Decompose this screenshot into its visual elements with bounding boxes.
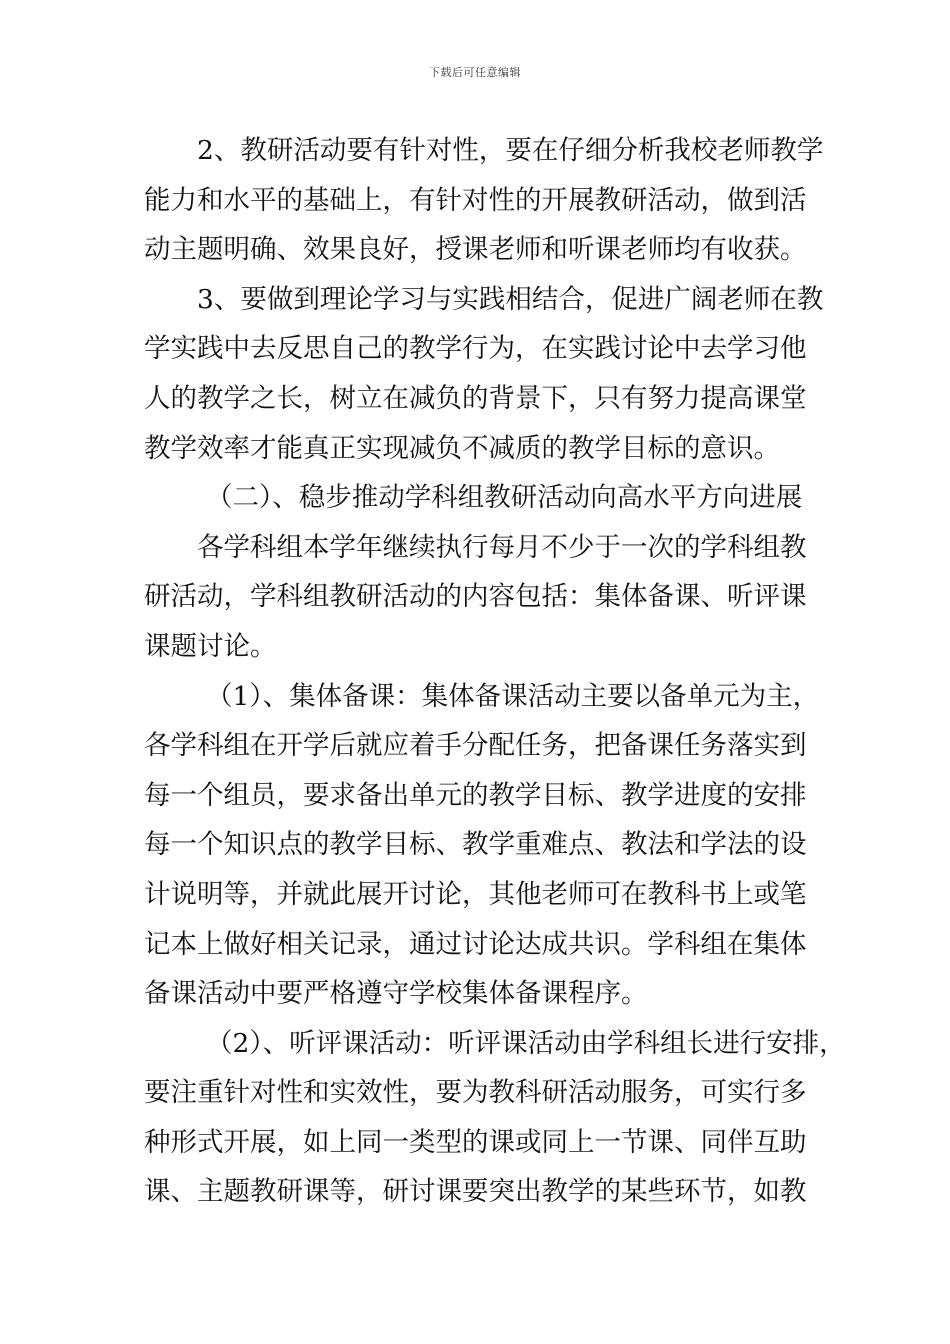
paragraph-line: 种形式开展，如上同一类型的课或同上一节课、同伴互助: [144, 1126, 807, 1158]
document-body: [144, 126, 846, 1217]
section-heading: （二）、稳步推动学科组教研活动向高水平方向进展: [206, 482, 803, 514]
paragraph-line: 计说明等，并就此展开讨论，其他老师可在教科书上或笔: [144, 878, 807, 910]
paragraph-line: 人的教学之长，树立在减负的背景下，只有努力提高课堂: [144, 382, 807, 414]
paragraph-line: 动主题明确、效果良好，授课老师和听课老师均有收获。: [144, 234, 807, 266]
paragraph-line: （2）、听评课活动：听评课活动由学科组长进行安排，: [206, 1027, 846, 1059]
paragraph-line: 课题讨论。: [144, 630, 277, 662]
paragraph-line: 课、主题教研课等，研讨课要突出教学的某些环节，如教: [144, 1176, 807, 1208]
paragraph-line: 2、教研活动要有针对性，要在仔细分析我校老师教学: [197, 135, 824, 166]
paragraph-line: 学实践中去反思自己的教学行为，在实践讨论中去学习他: [144, 333, 807, 365]
paragraph-line: （1）、集体备课：集体备课活动主要以备单元为主，: [206, 680, 820, 712]
paragraph-line: 备课活动中要严格遵守学校集体备课程序。: [144, 978, 648, 1010]
paragraph-line: 研活动，学科组教研活动的内容包括：集体备课、听评课: [144, 581, 807, 613]
paragraph-line: 各学科组本学年继续执行每月不少于一次的学科组教: [197, 531, 807, 563]
page-header: 下载后可任意编辑: [429, 66, 521, 79]
paragraph-line: 每一个组员，要求备出单元的教学目标、教学进度的安排: [144, 779, 807, 811]
paragraph-line: 要注重针对性和实效性，要为教科研活动服务，可实行多: [144, 1077, 807, 1109]
paragraph-line: 能力和水平的基础上，有针对性的开展教研活动，做到活: [144, 184, 807, 216]
paragraph-line: 各学科组在开学后就应着手分配任务，把备课任务落实到: [144, 730, 807, 762]
paragraph-line: 教学效率才能真正实现减负不减质的教学目标的意识。: [144, 432, 780, 464]
paragraph-line: 记本上做好相关记录，通过讨论达成共识。学科组在集体: [144, 928, 807, 960]
paragraph-line: 每一个知识点的教学目标、教学重难点、教法和学法的设: [144, 829, 807, 861]
paragraph-line: 3、要做到理论学习与实践相结合，促进广阔老师在教: [197, 283, 824, 315]
